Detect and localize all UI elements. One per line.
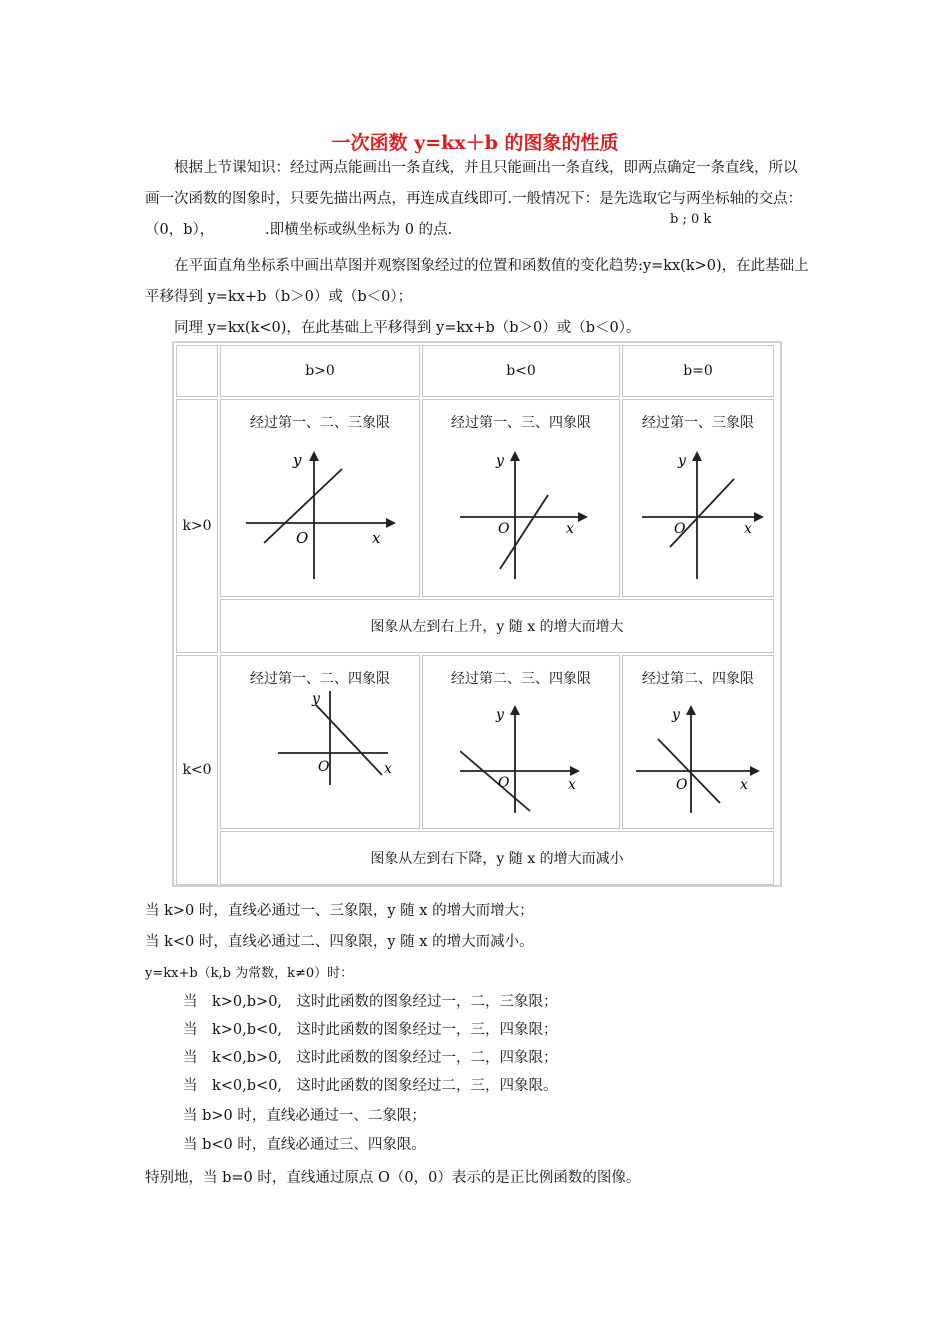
axis-label-x: x [744, 521, 752, 537]
intro-paragraph-1: 根据上节课知识：经过两点能画出一条直线，并且只能画出一条直线，即两点确定一条直线，所以画一次函数的图象时，只要先描出两点，再连成直线即可.一般情况下：是先选取它与两坐标轴的交点：（0，b）， .即横坐标或纵坐标为 0 的点. [145, 160, 803, 238]
axis-label-y: y [496, 453, 504, 469]
graph-kpos-bneg [460, 451, 600, 581]
properties-table [172, 341, 782, 887]
graph-kpos-bzero [642, 451, 772, 581]
header-b-positive: b>0 [220, 345, 420, 397]
intro-paragraph-2: 在平面直角坐标系中画出草图并观察图象经过的位置和函数值的变化趋势:y=kx(k>0)，在此基础上平移得到 y=kx+b（b＞0）或（b＜0）； [145, 258, 809, 305]
axis-label-x: x [372, 529, 381, 547]
axis-label-y: y [312, 691, 320, 707]
rule-line-1: 当 k>0 时，直线必通过一、三象限，y 随 x 的增大而增大； [145, 903, 534, 919]
row-label-k-negative: k<0 [176, 655, 218, 885]
rule-line-8: 当 b>0 时，直线必通过一、二象限； [183, 1108, 426, 1124]
rule-line-2: 当 k<0 时，直线必通过二、四象限，y 随 x 的增大而减小。 [145, 934, 534, 950]
cell-kneg-bpos: 经过第一、二、四象限 [220, 655, 420, 829]
axis-label-o: O [674, 521, 686, 537]
rule-line-3: y=kx+b（k,b 为常数，k≠0）时： [145, 966, 354, 981]
axis-label-x: x [740, 777, 748, 793]
corner-cell [176, 345, 218, 397]
axis-label-y: y [678, 453, 686, 469]
header-b-zero: b=0 [622, 345, 774, 397]
summary-kneg: 图象从左到右下降，y 随 x 的增大而减小 [220, 831, 774, 885]
page-title: 一次函数 y=kx＋b 的图象的性质 [331, 132, 619, 154]
rule-line-6: 当 k<0,b>0, 这时此函数的图象经过一，二，四象限； [183, 1050, 558, 1066]
cell-kpos-bpos: 经过第一、二、三象限 [220, 399, 420, 597]
axis-label-x: x [566, 521, 574, 537]
axis-label-o: O [296, 529, 309, 547]
header-b-negative: b<0 [422, 345, 620, 397]
axis-label-y: y [496, 707, 504, 723]
row-label-k-positive: k>0 [176, 399, 218, 653]
fraction-point-label: b ; 0 k [670, 212, 712, 227]
axis-label-y: y [293, 451, 302, 469]
cell-kpos-bneg: 经过第一、三、四象限 [422, 399, 620, 597]
cell-kpos-bzero: 经过第一、三象限 [622, 399, 774, 597]
intro-paragraph-3: 同理 y=kx(k<0)，在此基础上平移得到 y=kx+b（b＞0）或（b＜0）。 [174, 320, 641, 336]
summary-kpos: 图象从左到右上升，y 随 x 的增大而增大 [220, 599, 774, 653]
axis-label-o: O [676, 777, 688, 793]
cell-kneg-bzero: 经过第二、四象限 [622, 655, 774, 829]
rule-line-7: 当 k<0,b<0, 这时此函数的图象经过二，三，四象限。 [183, 1078, 558, 1094]
axis-label-o: O [318, 759, 330, 775]
rule-line-5: 当 k>0,b<0, 这时此函数的图象经过一，三，四象限； [183, 1022, 558, 1038]
cell-kneg-bneg: 经过第二、三、四象限 [422, 655, 620, 829]
graph-kneg-bpos [278, 689, 408, 789]
axis-label-o: O [498, 775, 510, 791]
axis-label-o: O [498, 521, 510, 537]
graph-kneg-bneg [460, 705, 600, 835]
rule-line-10: 特别地，当 b=0 时，直线通过原点 O（0，0）表示的是正比例函数的图像。 [145, 1170, 641, 1186]
axis-label-y: y [672, 707, 680, 723]
axis-label-x: x [384, 761, 392, 777]
graph-kpos-bpos [246, 451, 396, 581]
rule-line-9: 当 b<0 时，直线必通过三、四象限。 [183, 1137, 426, 1153]
axis-label-x: x [568, 777, 576, 793]
graph-kneg-bzero [636, 705, 772, 815]
rule-line-4: 当 k>0,b>0, 这时此函数的图象经过一，二，三象限； [183, 994, 558, 1010]
